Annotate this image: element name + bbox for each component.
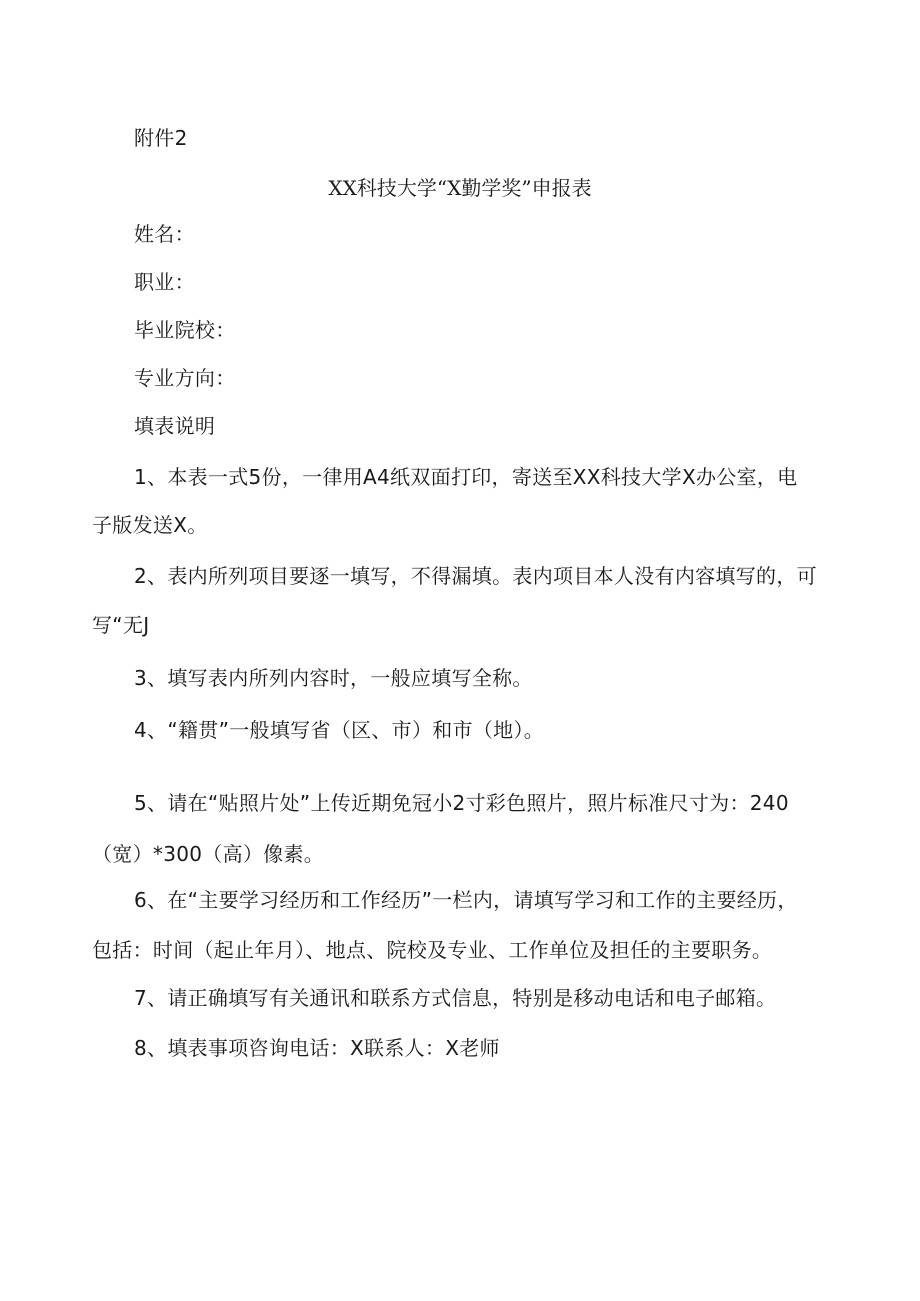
instructions-heading: 填表说明 bbox=[134, 414, 216, 438]
field-major-label: 专业方向： bbox=[134, 366, 236, 390]
instruction-3: 3、填写表内所列内容时，一般应填写全称。 bbox=[134, 666, 533, 690]
field-name-label: 姓名： bbox=[134, 222, 195, 246]
instruction-1-line-2: 子版发送X。 bbox=[92, 513, 208, 537]
instruction-6-line-2: 包括：时间（起止年月）、地点、院校及专业、工作单位及担任的主要职务。 bbox=[92, 938, 773, 962]
instruction-5-line-2: （宽）*300（高）像素。 bbox=[92, 842, 325, 866]
document-title: XX科技大学“X勤学奖”申报表 bbox=[328, 176, 592, 200]
field-school-label: 毕业院校： bbox=[134, 318, 236, 342]
instruction-4: 4、“籍贯”一般填写省（区、市）和市（地）。 bbox=[134, 718, 545, 742]
instruction-2-line-1: 2、表内所列项目要逐一填写，不得漏填。表内项目本人没有内容填写的，可 bbox=[134, 564, 817, 588]
attachment-label: 附件2 bbox=[134, 126, 188, 150]
field-occupation-label: 职业： bbox=[134, 270, 195, 294]
instruction-1-line-1: 1、本表一式5份，一律用A4纸双面打印，寄送至XX科技大学X办公室，电 bbox=[134, 465, 798, 489]
instruction-2-line-2: 写“无J bbox=[92, 613, 150, 637]
instruction-8: 8、填表事项咨询电话：X联系人：X老师 bbox=[134, 1036, 500, 1060]
instruction-5-line-1: 5、请在“贴照片处”上传近期免冠小2寸彩色照片，照片标准尺寸为：240 bbox=[134, 791, 789, 815]
instruction-7: 7、请正确填写有关通讯和联系方式信息，特别是移动电话和电子邮箱。 bbox=[134, 986, 777, 1010]
instruction-6-line-1: 6、在“主要学习经历和工作经历”一栏内，请填写学习和工作的主要经历， bbox=[134, 888, 798, 912]
